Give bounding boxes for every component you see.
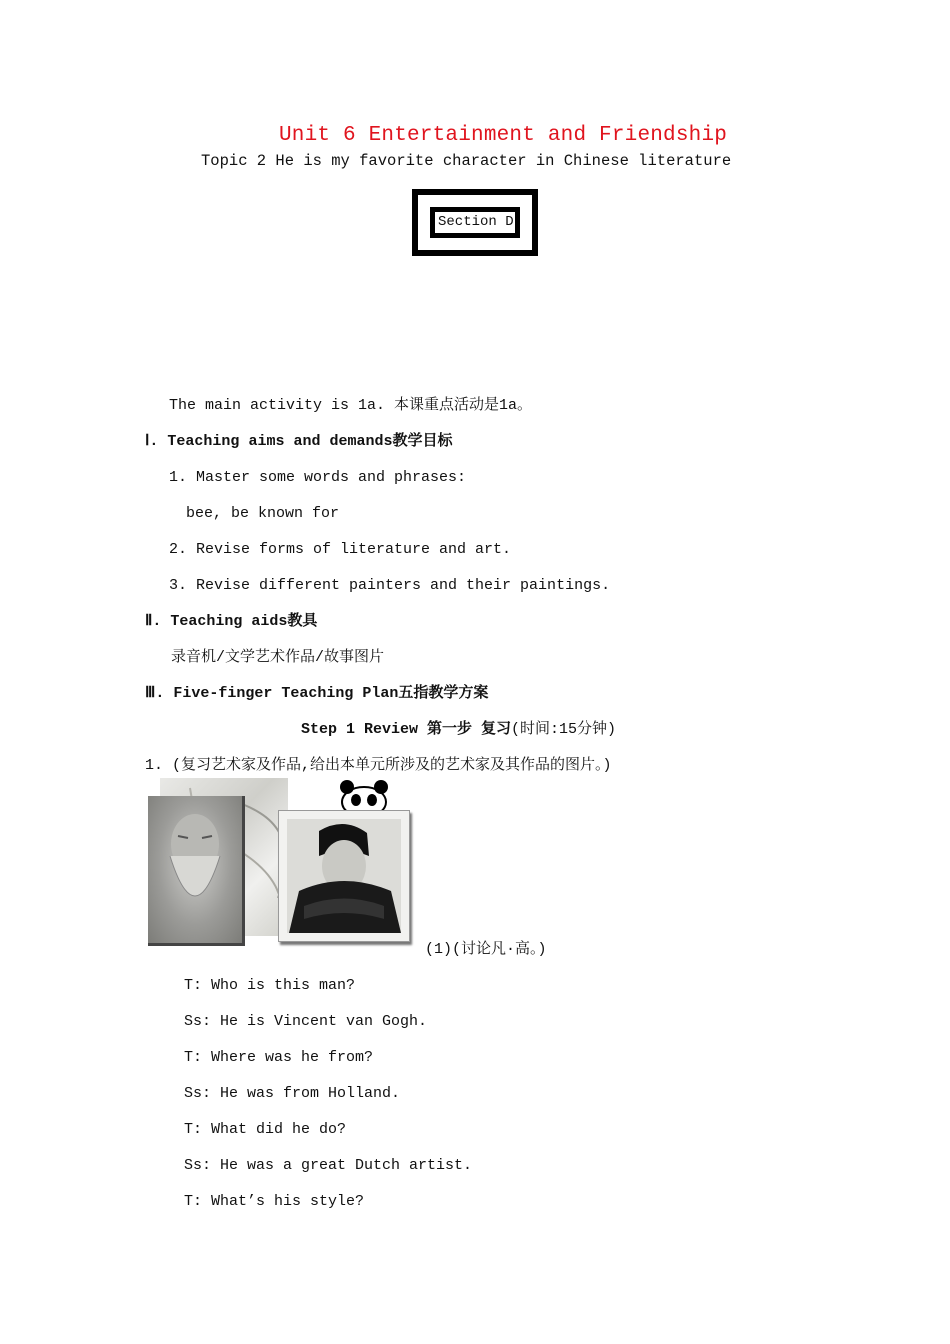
discussion-label: (1)(讨论凡·高。) (425, 941, 547, 958)
teaching-aids-heading: Ⅱ. Teaching aids教具 (145, 613, 318, 630)
section-badge-inner (430, 207, 520, 238)
teaching-aims-heading: Ⅰ. Teaching aims and demands教学目标 (145, 433, 453, 450)
step-time: (时间:15分钟) (511, 721, 617, 738)
review-instruction: 1. (复习艺术家及作品,给出本单元所涉及的艺术家及其作品的图片。) (145, 757, 612, 774)
section-label: Section D (438, 214, 514, 230)
dialogue-line: Ss: He was a great Dutch artist. (184, 1157, 473, 1174)
portrait-old-man-image (148, 796, 245, 946)
aim-item-3: 3. Revise different painters and their paintings. (169, 577, 611, 594)
plan-heading: Ⅲ. Five-finger Teaching Plan五指教学方案 (145, 685, 489, 702)
artist-pictures (145, 776, 425, 948)
aim-item-2: 2. Revise forms of literature and art. (169, 541, 512, 558)
aim-item-1: 1. Master some words and phrases: (169, 469, 467, 486)
dialogue-line: Ss: He was from Holland. (184, 1085, 401, 1102)
dialogue-line: T: What did he do? (184, 1121, 347, 1138)
section-badge (412, 189, 538, 256)
dialogue-line: T: Who is this man? (184, 977, 356, 994)
dialogue-line: T: What’s his style? (184, 1193, 365, 1210)
unit-title: Unit 6 Entertainment and Friendship (279, 124, 728, 147)
main-activity: The main activity is 1a. 本课重点活动是1a。 (169, 397, 533, 414)
topic-subtitle: Topic 2 He is my favorite character in Chinese literature (201, 152, 732, 170)
portrait-young-man-image (278, 810, 410, 942)
aim-item-1-words: bee, be known for (186, 505, 340, 522)
dialogue-line: Ss: He is Vincent van Gogh. (184, 1013, 428, 1030)
teaching-aids-content: 录音机/文学艺术作品/故事图片 (171, 649, 385, 666)
dialogue-line: T: Where was he from? (184, 1049, 374, 1066)
step-title-main: Step 1 Review 第一步 复习 (301, 721, 512, 738)
step-title (301, 720, 616, 740)
